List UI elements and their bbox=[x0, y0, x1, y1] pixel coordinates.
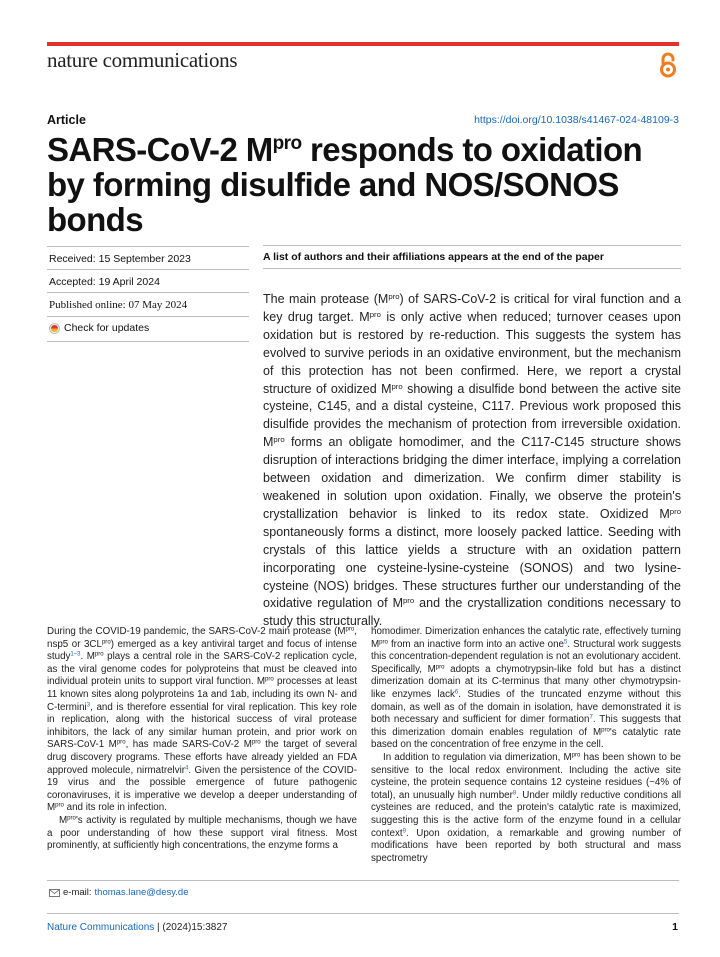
article-type: Article bbox=[47, 113, 86, 127]
published-date: Published online: 07 May 2024 bbox=[49, 299, 188, 311]
article-title: SARS-CoV-2 $M^{pro}$ responds to oxidation by forming disulfide and NOS/SONOS bonds bbox=[47, 131, 643, 238]
check-updates-icon bbox=[49, 323, 60, 334]
divider bbox=[47, 341, 249, 342]
body-column-left bbox=[47, 626, 357, 853]
divider bbox=[47, 269, 249, 270]
received-date: Received: 15 September 2023 bbox=[49, 253, 191, 265]
divider bbox=[47, 913, 679, 914]
paragraph: During the COVID-19 pandemic, the SARS-CoV-2 main protease ($M^{pro}$, nsp5 or $3CL^{pro}$) emerged as a key antiviral target and focus of intense study$^{1-3}$. $M^{pro}$ plays a central role in the SARS-CoV-2 replication cycle, as the viral genome codes for polyproteins that must be cleaved into individual protein units to support viral function. $M^{pro}$ processes at least 11 known sites along polyproteins 1a and 1ab, including its own N- and C-termini$^3$, and is therefore essential for viral replication. This key role in replication, along with the historical success of viral protease inhibitors, the lack of any similar human protein, and prior work on SARS-CoV-1 $M^{pro}$, has made SARS-CoV-2 $M^{pro}$ the target of several drug discovery programs. These efforts have already yielded an FDA approved molecule, nirmatrelvir$^4$. Given the persistence of the COVID-19 virus and the possible emergence of future pathogenic coronaviruses, it is imperative we develop a deeper understanding of $M^{pro}$ and its role in infection. bbox=[47, 626, 358, 814]
doi-link[interactable]: https://doi.org/10.1038/s41467-024-48109-3 bbox=[474, 114, 679, 126]
accepted-date: Accepted: 19 April 2024 bbox=[49, 276, 160, 288]
header-accent-bar bbox=[47, 42, 679, 46]
citation-ref[interactable]: 7 bbox=[589, 714, 593, 721]
divider bbox=[47, 246, 249, 247]
divider bbox=[47, 292, 249, 293]
citation-ref[interactable]: 5 bbox=[564, 639, 568, 646]
citation-ref[interactable]: 3 bbox=[86, 702, 91, 709]
email-line: e-mail: thomas.lane@desy.de bbox=[49, 887, 188, 898]
open-access-icon[interactable] bbox=[658, 52, 678, 78]
abstract: The main protease $(M^{pro})$ of SARS-CoV-2 is critical for viral function and a key drug target. $M^{pro}$ is only active when reduced; turnover ceases upon oxidation but is restored by re-reduction. This suggests the system has evolved to survive periods in an oxidative environment, but the mechanism of this protection has not been confirmed. Here, we report a crystal structure of oxidized $M^{pro}$ showing a disulfide bond between the active site cysteine, C145, and a distal cysteine, C117. Previous work proposed this disulfide provides the mechanism of protection from irreversible oxidation. $M^{pro}$ forms an obligate homodimer, and the C117-C145 structure shows disruption of interactions bridging the dimer interface, implying a correlation between oxidation and dimerization. We confirm dimer stability is weakened in solution upon oxidation. Finally, we observe the protein's crystallization behavior is linked to its redox state. Oxidized $M^{pro}$ spontaneously forms a distinct, more loosely packed lattice. Seeding with crystals of this lattice yields a structure with an oxidation pattern incorporating one cysteine-lysine-cysteine (SONOS) and two lysine-cysteine (NOS) bridges. These structures further our understanding of the oxidative regulation of $M^{pro}$ and the crystallization conditions necessary to study this structurally. bbox=[263, 291, 681, 629]
page-number: 1 bbox=[672, 921, 678, 933]
divider bbox=[263, 245, 681, 246]
journal-name[interactable]: nature communications bbox=[47, 48, 238, 72]
footer-citation: Nature Communications | (2024)15:3827 bbox=[47, 922, 228, 933]
check-updates-link[interactable]: Check for updates bbox=[49, 322, 149, 334]
citation-ref[interactable]: 9 bbox=[402, 828, 406, 835]
paragraph: $M^{pro}'s$ activity is regulated by multiple mechanisms, though we have a poor understanding of how these support viral fitness. Most prominently, at sufficiently high concentrations, the enzyme forms a bbox=[47, 814, 357, 852]
authors-note: A list of authors and their affiliations appears at the end of the paper bbox=[263, 251, 604, 263]
email-icon bbox=[49, 889, 60, 897]
citation-ref[interactable]: 4 bbox=[185, 765, 189, 772]
citation-ref[interactable]: 6 bbox=[454, 689, 459, 696]
divider bbox=[47, 880, 679, 881]
email-link[interactable]: thomas.lane@desy.de bbox=[94, 887, 189, 898]
divider bbox=[47, 316, 249, 317]
divider bbox=[263, 268, 681, 269]
body-column-right bbox=[371, 626, 681, 865]
citation-ref[interactable]: 1–3 bbox=[70, 651, 81, 658]
paragraph: In addition to regulation via dimerization, $M^{pro}$ has been shown to be sensitive to the local redox environment. Including the active site cysteine, the protein sequence contains 12 cysteine residues (~4% of total), an unusually high number$^8$. Under mildly reductive conditions all cysteines are reduced, and the protein's catalytic rate is maximized, suggesting this is the active form of the enzyme found in a cellular context$^9$. Upon oxidation, a remarkable and growing number of modifications have been reported by both structural and mass spectrometry bbox=[371, 751, 681, 864]
paragraph: homodimer. Dimerization enhances the catalytic rate, effectively turning $M^{pro}$ from an inactive form into an active one$^5$. Structural work suggests this concentration-dependent regulation is not an evolutionary accident. Specifically, $M^{pro}$ adopts a chymotrypsin-like fold but has a distinct dimerization domain at its C-terminus that many other chymotrypsin-like enzymes lack$^6$. Studies of the truncated enzyme without this domain, as well as of the domain in isolation, have demonstrated it is both necessary and sufficient for dimer formation$^7$. This suggests that this dimerization domain enables regulation of $M^{pro}'s$ catalytic rate based on the concentration of free enzyme in the cell. bbox=[371, 626, 682, 751]
footer-journal-link[interactable]: Nature Communications bbox=[47, 922, 155, 933]
citation-ref[interactable]: 8 bbox=[512, 790, 517, 797]
